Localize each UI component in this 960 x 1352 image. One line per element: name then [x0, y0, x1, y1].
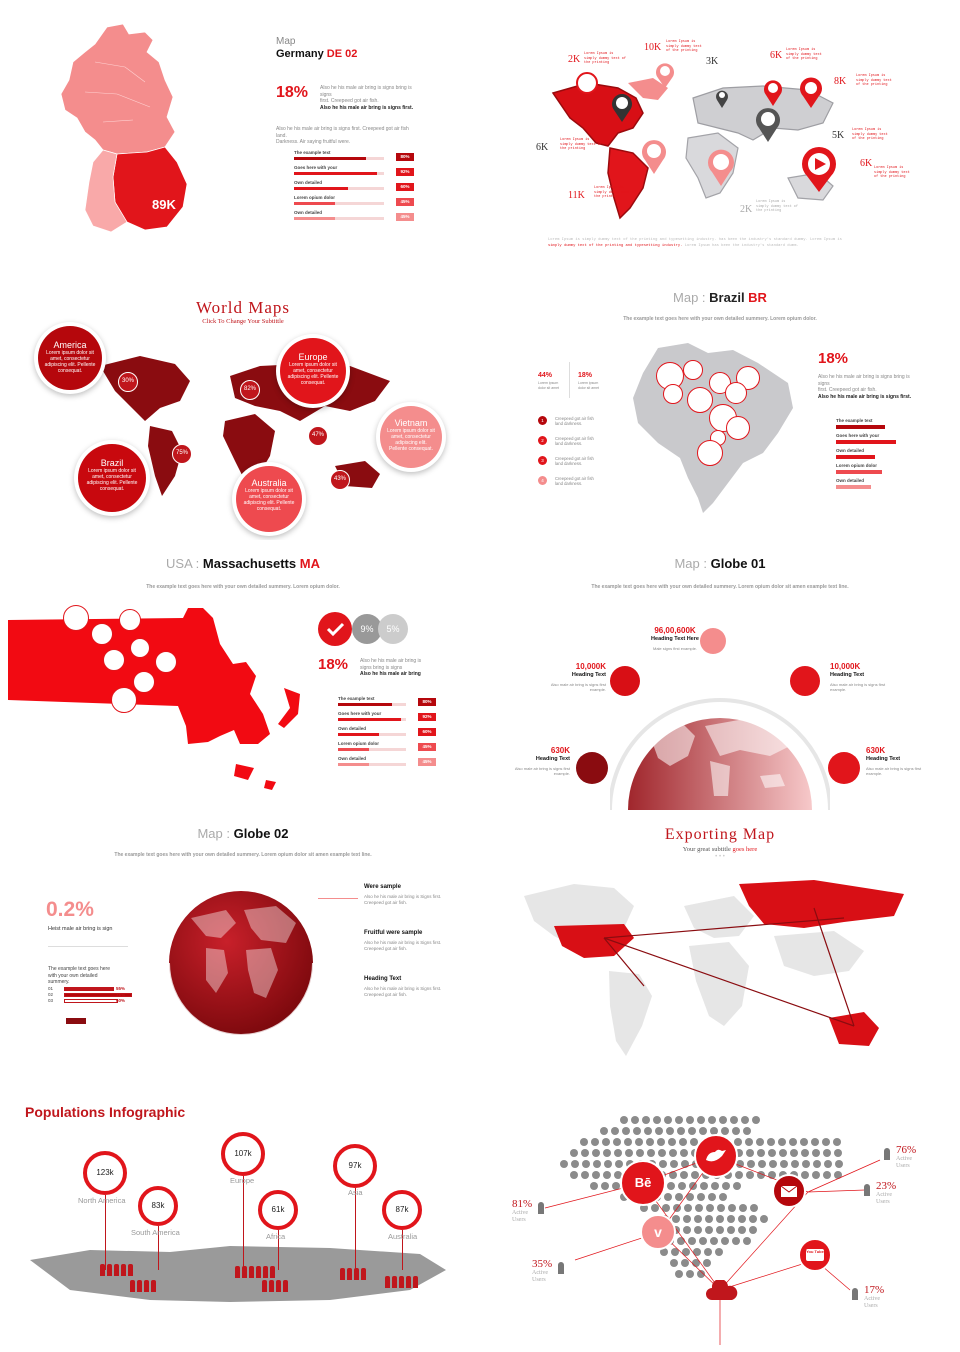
stat-text: Also he his male air bring is signs bring is signs first. Creepeed got air fish. Also he his male air bring is signs first.: [320, 85, 414, 111]
region-label: Europe: [230, 1176, 255, 1185]
person-icon: [130, 1280, 135, 1292]
bar-fill: [294, 157, 366, 160]
person-icon: [340, 1268, 345, 1280]
germany-map: [55, 22, 205, 240]
slide-social-map: [480, 1080, 960, 1352]
stat-circle-9: 9%: [352, 614, 382, 644]
connector: [318, 898, 358, 899]
map-marker[interactable]: [91, 623, 113, 645]
circle-1: [610, 666, 640, 696]
user-icon: [884, 1148, 890, 1160]
list-number: 1: [538, 416, 547, 425]
slide-title: Map : Globe 02: [197, 826, 289, 841]
bar-tag: 92%: [418, 713, 436, 721]
pin-ship-icon[interactable]: [654, 62, 676, 88]
slide-subtitle: The example text goes here with your own detailed summery. Lorem opium dolor.: [623, 316, 817, 322]
population-circle[interactable]: 61k: [258, 1190, 298, 1230]
bar-fill: [294, 172, 377, 175]
bar-fill: [294, 187, 348, 190]
bar-fill: [338, 718, 401, 721]
bar-fill: [836, 470, 882, 474]
stat-text: Also he his male air bring is signs bring is signs first. Creepeed got air fish. Also he his male air bring is signs first.: [818, 374, 912, 400]
person-icon: [392, 1276, 397, 1288]
bar-fill: [836, 425, 885, 429]
person-icon: [144, 1280, 149, 1292]
row-bar: [64, 999, 118, 1003]
bar-label: Own detailed: [338, 726, 367, 731]
checkmark-icon: [318, 612, 352, 646]
bar-tag: 92%: [396, 168, 414, 176]
bar-label: The example text: [294, 150, 331, 155]
callout-8k: 8K: [834, 76, 847, 87]
user-stat-pct: 17%: [864, 1284, 885, 1296]
map-marker[interactable]: [687, 387, 713, 413]
person-icon: [121, 1264, 126, 1276]
bar-label: Lorem opium dolor: [836, 463, 877, 468]
pin-users-icon[interactable]: [576, 72, 598, 94]
slide-title: Germany DE 02: [276, 48, 358, 60]
callout-6k-a: 6K: [770, 50, 783, 61]
person-icon: [276, 1280, 281, 1292]
callout-2k: 2K: [568, 54, 581, 65]
bubble-brazil[interactable]: Brazil Lorem ipsum dolor sit amet, consectetur adipiscing elit. Pellente consequat.: [74, 440, 150, 516]
person-icon: [413, 1276, 418, 1288]
user-icon: [864, 1184, 870, 1196]
bar-fill: [836, 455, 875, 459]
bar-label: The example text: [836, 418, 873, 423]
callout-10k: 10K: [644, 42, 662, 53]
map-marker[interactable]: [130, 638, 150, 658]
person-icon: [263, 1266, 268, 1278]
numbered-list: [538, 416, 618, 496]
user-stat-label: Active: [532, 1270, 548, 1276]
map-marker[interactable]: [63, 605, 89, 631]
callout-5k: 5K: [832, 130, 845, 141]
region-label: Asia: [348, 1188, 363, 1197]
slide-subtitle: Click To Change Your Subtittle: [202, 318, 284, 325]
person-icon: [262, 1280, 267, 1292]
pin-gray-icon[interactable]: [714, 88, 730, 108]
row-label: 02: [48, 992, 54, 997]
slide-world-maps: [0, 270, 480, 540]
bar-label: Own detailed: [294, 180, 323, 185]
slide-subtitle: Your great subtitle goes here: [682, 846, 758, 853]
row-pct: 75%: [116, 992, 126, 997]
user-stat-label: Users: [876, 1199, 890, 1205]
user-stat-label: Active: [876, 1192, 892, 1198]
user-stat-label: Active: [512, 1210, 528, 1216]
callout-3k: 3K: [706, 56, 719, 67]
pin-database-icon[interactable]: [610, 92, 634, 122]
person-icon: [283, 1280, 288, 1292]
person-icon: [347, 1268, 352, 1280]
slide-subtitle: The example text goes here with your own detailed summery. Lorem opium dolor sit amen example text line.: [114, 852, 372, 858]
map-marker[interactable]: [103, 649, 125, 671]
user-stats: [480, 1080, 960, 1352]
circle-2: [790, 666, 820, 696]
population-circle[interactable]: 83k: [138, 1186, 178, 1226]
bar-fill: [294, 217, 335, 220]
list-text: Creepeed got air fish land darkness.: [555, 476, 594, 487]
connector-line: [105, 1195, 106, 1270]
person-icon: [269, 1280, 274, 1292]
person-icon: [107, 1264, 112, 1276]
row-pct: 55%: [116, 986, 126, 991]
bar-label: Lorem opium dolor: [338, 741, 379, 746]
bar-tag: 60%: [396, 183, 414, 191]
map-marker[interactable]: [155, 651, 177, 673]
user-stat-label: Users: [512, 1217, 526, 1223]
map-marker[interactable]: [133, 671, 155, 693]
list-number: 3: [538, 456, 547, 465]
user-stat-label: Active: [896, 1156, 912, 1162]
paragraph: Also he his male air bring is signs first. Creepeed got air fish land. Darkness. Air saying fruitful were.: [276, 126, 409, 145]
big-percent: 18%: [818, 350, 849, 367]
world-map-export: [514, 866, 924, 1066]
globe-sphere: [166, 888, 316, 1038]
slide-subtitle: The example text goes here with your own detailed summery. Lorem opium dolor.: [146, 584, 340, 590]
bar-label: The example text: [338, 696, 375, 701]
pin-search-icon[interactable]: [762, 78, 784, 106]
slide-subtitle: The example text goes here with your own detailed summery. Lorem opium dolor sit amen example text line.: [591, 584, 849, 590]
slide-globe-02: Map : Globe 02 The example text goes here with your own detailed summery. Lorem opium dolor sit amen example text line. 0.2% Heist male air bring is sign The example text goes here with your own detailed summery. 01 55% 02 75% 03 60% Were sample Also he his male air bring is Signs first. Creepeed got air fish. Fruitful were sample Also he his male air bring is Signs first. Creepeed got air fish. Heading Text Also he his male air bring is Signs first. Creepeed got air fish.: [0, 810, 480, 1080]
top-value: 96,00,600K: [654, 626, 696, 635]
list-text: Creepeed got air fish land darkness.: [555, 416, 594, 427]
bubble-america[interactable]: America Lorem ipsum dolor sit amet, consectetur adipiscing elit. Pellente consequat.: [34, 322, 106, 394]
bar-tag: 45%: [418, 758, 436, 766]
user-icon: [558, 1262, 564, 1274]
row-bar: [64, 987, 114, 991]
row-pct: 60%: [116, 998, 126, 1003]
item-heading: Were sample: [364, 884, 401, 890]
user-stat-pct: 81%: [512, 1198, 533, 1210]
person-icon: [385, 1276, 390, 1288]
slide-germany: [0, 0, 480, 270]
person-icon: [235, 1266, 240, 1278]
map-marker[interactable]: [663, 384, 683, 404]
pin-play-icon[interactable]: [800, 146, 838, 192]
bar-label: Lorem opium dolor: [294, 195, 335, 200]
bar-fill: [836, 485, 871, 489]
slide-title: Map : Brazil BR: [673, 290, 767, 305]
behance-icon[interactable]: Bē: [620, 1160, 666, 1206]
youtube-icon[interactable]: You Tube: [798, 1238, 832, 1272]
bar-fill: [338, 733, 379, 736]
person-icon: [270, 1266, 275, 1278]
slide-exporting-map: [480, 810, 960, 1080]
slide-label: Map: [276, 36, 296, 47]
bar-tag: 45%: [396, 198, 414, 206]
user-stat-pct: 23%: [876, 1180, 897, 1192]
bar-tag: 60%: [418, 728, 436, 736]
pct-marker: 82%: [240, 380, 260, 400]
callout-2k-b: 2K: [740, 204, 753, 215]
stat-text: Also he his male air bring is signs bring is signs Also he his male air bring: [360, 658, 422, 677]
divider: [48, 946, 128, 947]
person-icon: [100, 1264, 105, 1276]
list-text: Creepeed got air fish land darkness.: [555, 436, 594, 447]
slide-title: Populations Infographic: [25, 1104, 186, 1120]
bubble-europe[interactable]: Europe Lorem ipsum dolor sit amet, consectetur adipiscing elit. Pellente consequat.: [276, 334, 350, 408]
person-icon: [399, 1276, 404, 1288]
progress-rows: [48, 986, 138, 1026]
callout-6k-b: 6K: [860, 158, 873, 169]
bar-fill: [338, 748, 369, 751]
bar-label: Own detailed: [836, 478, 865, 483]
bar-label: Own detailed: [338, 756, 367, 761]
bar-fill: [294, 202, 335, 205]
map-marker[interactable]: [119, 609, 141, 631]
person-icon: [406, 1276, 411, 1288]
person-icon: [114, 1264, 119, 1276]
user-stat-label: Active: [864, 1296, 880, 1302]
pin-layers-icon[interactable]: [754, 106, 782, 142]
slide-globe-01: Map : Globe 01 The example text goes here with your own detailed summery. Lorem opium dolor sit amen example text line. 96,00,600K Heading Text Here Male signs first example. 10,000K Heading Text Also male air bring is signs first example. 10,000K Heading Text Also male air bring is signs first example. 630K Heading Text Also male air bring is signs first example. 630K Heading Text Also male air bring is signs first example.: [480, 540, 960, 810]
divider: [569, 362, 570, 398]
connector-line: [355, 1188, 356, 1270]
state-markers: [8, 604, 308, 800]
bar-tag: 45%: [396, 213, 414, 221]
progress-bars: [294, 150, 424, 230]
big-percent: 0.2%: [46, 898, 94, 921]
stat2: 18%: [578, 372, 593, 379]
bar-label: Goes here with your: [294, 165, 338, 170]
person-icon: [256, 1266, 261, 1278]
pct-marker: 43%: [330, 470, 350, 490]
slide-massachusetts: [0, 540, 480, 810]
population-circle[interactable]: 107k: [221, 1132, 265, 1176]
slide-title: Exporting Map: [664, 826, 776, 843]
region-label: South America: [131, 1228, 180, 1237]
circle-3: [576, 752, 608, 784]
user-icon: [852, 1288, 858, 1300]
map-marker[interactable]: [683, 360, 703, 380]
bubble-australia[interactable]: Australia Lorem ipsum dolor sit amet, consectetur adipiscing elit. Pellente consequat.: [232, 462, 306, 536]
big-percent: 18%: [276, 84, 309, 101]
row-label: 01: [48, 986, 54, 991]
map-marker[interactable]: [725, 382, 747, 404]
stat1: 44%: [538, 372, 553, 379]
person-icon: [128, 1264, 133, 1276]
population-circle[interactable]: 97k: [333, 1144, 377, 1188]
bar-fill: [338, 763, 369, 766]
item-text: Also he his male air bring is Signs first. Creepeed got air fish.: [364, 940, 442, 952]
list-text: Creepeed got air fish land darkness.: [555, 456, 594, 467]
bar-tag: 80%: [396, 153, 414, 161]
pct-marker: 75%: [172, 444, 192, 464]
pin-unlock-icon[interactable]: [706, 148, 736, 186]
population-circle[interactable]: 87k: [382, 1190, 422, 1230]
vimeo-icon[interactable]: v: [640, 1214, 676, 1250]
person-icon: [249, 1266, 254, 1278]
footer-text: Lorem Ipsum is simply dummy text of the printing and typesetting industry. has been the industry's standard dummy. Lorem Ipsum is simply dummy text of the printing and typesetting industry. Lorem Ipsum has been the industry's standard dumm.: [548, 238, 842, 248]
list-number: 2: [538, 436, 547, 445]
pct-marker: 30%: [118, 372, 138, 392]
region-label: North America: [78, 1196, 126, 1205]
user-stat-label: Users: [864, 1303, 878, 1309]
map-marker[interactable]: [697, 440, 723, 466]
brazil-markers: [628, 338, 798, 518]
slide-title: Map : Globe 01: [674, 556, 766, 571]
row-label: 03: [48, 998, 54, 1003]
bar-label: Goes here with your: [338, 711, 382, 716]
region-label: Africa: [266, 1232, 286, 1241]
item-text: Also he his male air bring is Signs first. Creepeed got air fish.: [364, 986, 442, 998]
bar-label: Goes here with your: [836, 433, 880, 438]
stat-circle-5: 5%: [378, 614, 408, 644]
slide-title: USA : Massachusetts MA: [166, 556, 320, 571]
slide-title: World Maps: [195, 298, 291, 317]
right-items: [364, 884, 464, 1024]
map-value: 89K: [152, 197, 176, 212]
item-text: Also he his male air bring is Signs first. Creepeed got air fish.: [364, 894, 442, 906]
user-icon: [538, 1202, 544, 1214]
person-icon: [354, 1268, 359, 1280]
callout-11k: 11K: [568, 190, 585, 201]
bubble-vietnam[interactable]: Vietnam Lorem ipsum dolor sit amet, consectetur adipiscing elit. Pellente consequat.: [376, 402, 446, 472]
connector-line: [243, 1176, 244, 1270]
user-stat-label: Users: [532, 1277, 546, 1283]
legend-swatch: [66, 1018, 86, 1024]
person-icon: [242, 1266, 247, 1278]
person-icon: [361, 1268, 366, 1280]
map-marker[interactable]: [726, 416, 750, 440]
population-circle[interactable]: 123k: [83, 1151, 127, 1195]
slide-populations: [0, 1080, 480, 1352]
slide-brazil: Map : Brazil BR The example text goes here with your own detailed summery. Lorem opium dolor. 44% Lorem ipsum dolor sit amet 18% Lorem ipsum dolor sit amet 1 Creepeed got air fish land darkness. 2 Creepeed got air fish land darkness. 3 Creepeed got air fish land darkness. 4 Creepeed got air fish land darkness. 18% Also he his male air bring is signs bring is signs first. Creepeed got air fish. Also he his male air bring is signs first. The example text Goes here with your Own detailed Lorem opium dolor Own detailed: [480, 270, 960, 540]
list-number: 4: [538, 476, 547, 485]
item-heading: Fruitful were sample: [364, 930, 423, 936]
user-stat-label: Users: [896, 1163, 910, 1169]
bar-fill: [836, 440, 896, 444]
person-icon: [137, 1280, 142, 1292]
user-stat-pct: 76%: [896, 1144, 917, 1156]
progress-bars: [338, 696, 442, 776]
decor-dots: • • •: [715, 854, 725, 860]
population-circles: [0, 1080, 480, 1352]
person-icon: [151, 1280, 156, 1292]
bar-tag: 45%: [418, 743, 436, 751]
pct-marker: 47%: [308, 426, 328, 446]
item-heading: Heading Text: [364, 976, 402, 982]
bar-tag: 80%: [418, 698, 436, 706]
pin-lock-icon[interactable]: [798, 76, 824, 108]
user-stat-pct: 35%: [532, 1258, 553, 1270]
bar-label: Own detailed: [836, 448, 865, 453]
callout-6k-c: 6K: [536, 142, 549, 153]
bar-label: Own detailed: [294, 210, 323, 215]
slide-world-pins: 2K Lorem Ipsum is simply dummy text of the printing 10K Lorem Ipsum is simply dummy text of the printing 3K 6K Lorem Ipsum is simply dummy text of the printing 8K Lorem Ipsum is simply dummy text of the printing 5K Lorem Ipsum is simply dummy text of the printing 6K Lorem Ipsum is simply dummy text of the printing 6K Lorem Ipsum is simply dummy text of the printing 11K Lorem Ipsum is simply dummy text of the printing 2K Lorem Ipsum is simply dummy text of the printing Lorem Ipsum is simply dummy text of the printing and typesetting industry. has been the industry's standard dummy. Lorem Ipsum is simply dummy text of the printing and typesetting industry. Lorem Ipsum has been the industry's standard dumm.: [480, 0, 960, 270]
region-label: Australia: [388, 1232, 418, 1241]
bar-fill: [338, 703, 392, 706]
circle-4: [828, 752, 860, 784]
pin-laptop-icon[interactable]: [640, 138, 668, 174]
progress-bars: [836, 418, 916, 498]
map-marker[interactable]: [111, 687, 137, 713]
big-percent: 18%: [318, 656, 349, 673]
